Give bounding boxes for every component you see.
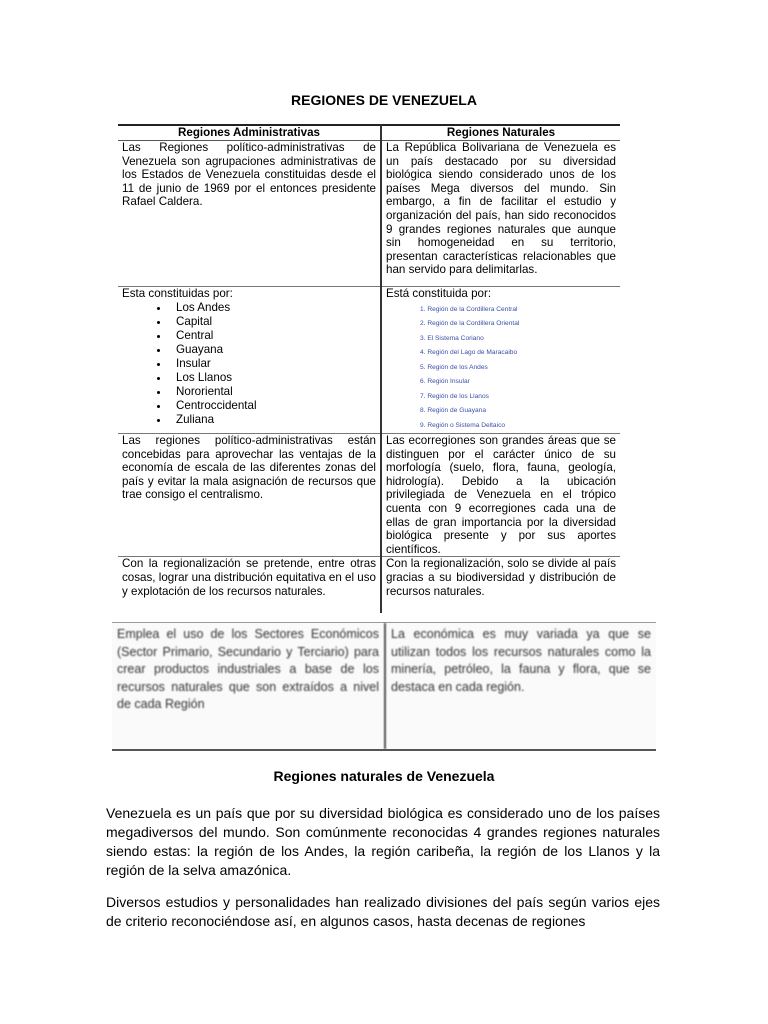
list-item: 3. El Sistema Coriano bbox=[420, 334, 484, 342]
natural-list-intro: Está constituida por: bbox=[386, 287, 492, 300]
list-item: 8. Región de Guayana bbox=[420, 407, 486, 415]
table-row-purpose bbox=[118, 434, 620, 557]
administrative-list-cell bbox=[118, 287, 381, 434]
natural-definition-cell: La República Bolivariana de Venezuela es un país destacado por su diversidad biológica siendo considerado unos de los países Mega diversos del mundo. Sin embargo, a fin de facilitar el estudio y organización del país, han sido reconocidos 9 grandes regiones naturales que aunque sin homogeneidad en su territorio, presentan características relacionables que han servido para delimitarlas. bbox=[381, 141, 620, 287]
header-administrative-regions: Regiones Administrativas bbox=[118, 125, 381, 141]
economy-comparison-table bbox=[112, 622, 656, 751]
table-row-composition bbox=[118, 287, 620, 434]
list-item: 2. Región de la Cordillera Oriental bbox=[420, 320, 520, 328]
administrative-definition-cell: Las Regiones político-administrativas de Venezuela son agrupaciones administrativas de los Estados de Venezuela constituidas desde el 11 de junio de 1969 por el entonces presidente Rafael Caldera. bbox=[118, 141, 381, 287]
administrative-regions-list bbox=[122, 301, 376, 427]
natural-purpose-cell: Las ecorregiones son grandes áreas que se distinguen por el carácter único de su morfología (suelo, flora, fauna, geología, hidrología). Debido a la ubicación privilegiada de Venezuela en el trópico cuenta con 9 ecorregiones cada una de ellas de gran importancia por la diversidad biológica presente y por sus aportes científicos. bbox=[381, 434, 620, 557]
administrative-list-intro: Esta constituidas por: bbox=[122, 287, 233, 300]
natural-regionalization-cell: Con la regionalización, solo se divide al país gracias a su biodiversidad y distribución de recursos naturales. bbox=[386, 557, 616, 598]
header-natural-regions: Regiones Naturales bbox=[381, 125, 620, 141]
body-paragraph: Venezuela es un país que por su diversidad biológica es considerado uno de los países megadiversos del mundo. Son comúnmente reconocidas 4 grandes regiones naturales siendo estas: la región de los Andes, la región caribeña, la región de los Llanos y la región de la selva amazónica. bbox=[106, 805, 660, 878]
list-item: • Nororiental bbox=[170, 385, 376, 399]
list-item: 5. Región de los Andes bbox=[420, 363, 488, 371]
table-header-row bbox=[118, 125, 620, 141]
natural-list-cell bbox=[381, 287, 620, 434]
section-subtitle: Regiones naturales de Venezuela bbox=[273, 768, 495, 784]
list-item: 4. Región del Lago de Maracaibo bbox=[420, 349, 518, 357]
natural-economy-cell: La económica es muy variada ya que se utilizan todos los recursos naturales como la minería, petróleo, la fauna y flora, que se destaca en cada región. bbox=[391, 627, 651, 694]
natural-regions-list bbox=[386, 303, 616, 434]
document-title: REGIONES DE VENEZUELA bbox=[291, 92, 477, 108]
administrative-regionalization-cell: Con la regionalización se pretende, entre otras cosas, lograr una distribución equitativa en el uso y explotación de los recursos naturales. bbox=[118, 557, 381, 614]
list-item: • Guayana bbox=[170, 343, 376, 357]
list-item: • Los Andes bbox=[170, 301, 376, 315]
list-item: 1. Región de la Cordillera Central bbox=[420, 305, 518, 313]
list-item: 7. Región de los Llanos bbox=[420, 392, 489, 400]
table-row-definition bbox=[118, 141, 620, 287]
regions-comparison-table bbox=[118, 124, 620, 613]
list-item: • Capital bbox=[170, 315, 376, 329]
table-row-regionalization bbox=[118, 557, 620, 614]
list-item: 9. Región o Sistema Deltaico bbox=[420, 421, 506, 429]
list-item: • Los Llanos bbox=[170, 371, 376, 385]
administrative-economy-cell: Emplea el uso de los Sectores Económicos (Sector Primario, Secundario y Terciario) para crear productos industriales a base de los recursos naturales que son extraídos a nivel de cada Región bbox=[112, 623, 386, 749]
list-item: • Centroccidental bbox=[170, 399, 376, 413]
list-item: • Insular bbox=[170, 357, 376, 371]
administrative-purpose-cell: Las regiones político-administrativas están concebidas para aprovechar las ventajas de la economía de escala de las diferentes zonas del país y evitar la mala asignación de recursos que trae consigo el centralismo. bbox=[118, 434, 381, 557]
list-item: 6. Región Insular bbox=[420, 378, 470, 386]
list-item: • Central bbox=[170, 329, 376, 343]
list-item: • Zuliana bbox=[170, 413, 376, 427]
body-paragraph: Diversos estudios y personalidades han realizado divisiones del país según varios ejes de criterio reconociéndose así, en algunos casos, hasta decenas de regiones bbox=[106, 894, 660, 929]
